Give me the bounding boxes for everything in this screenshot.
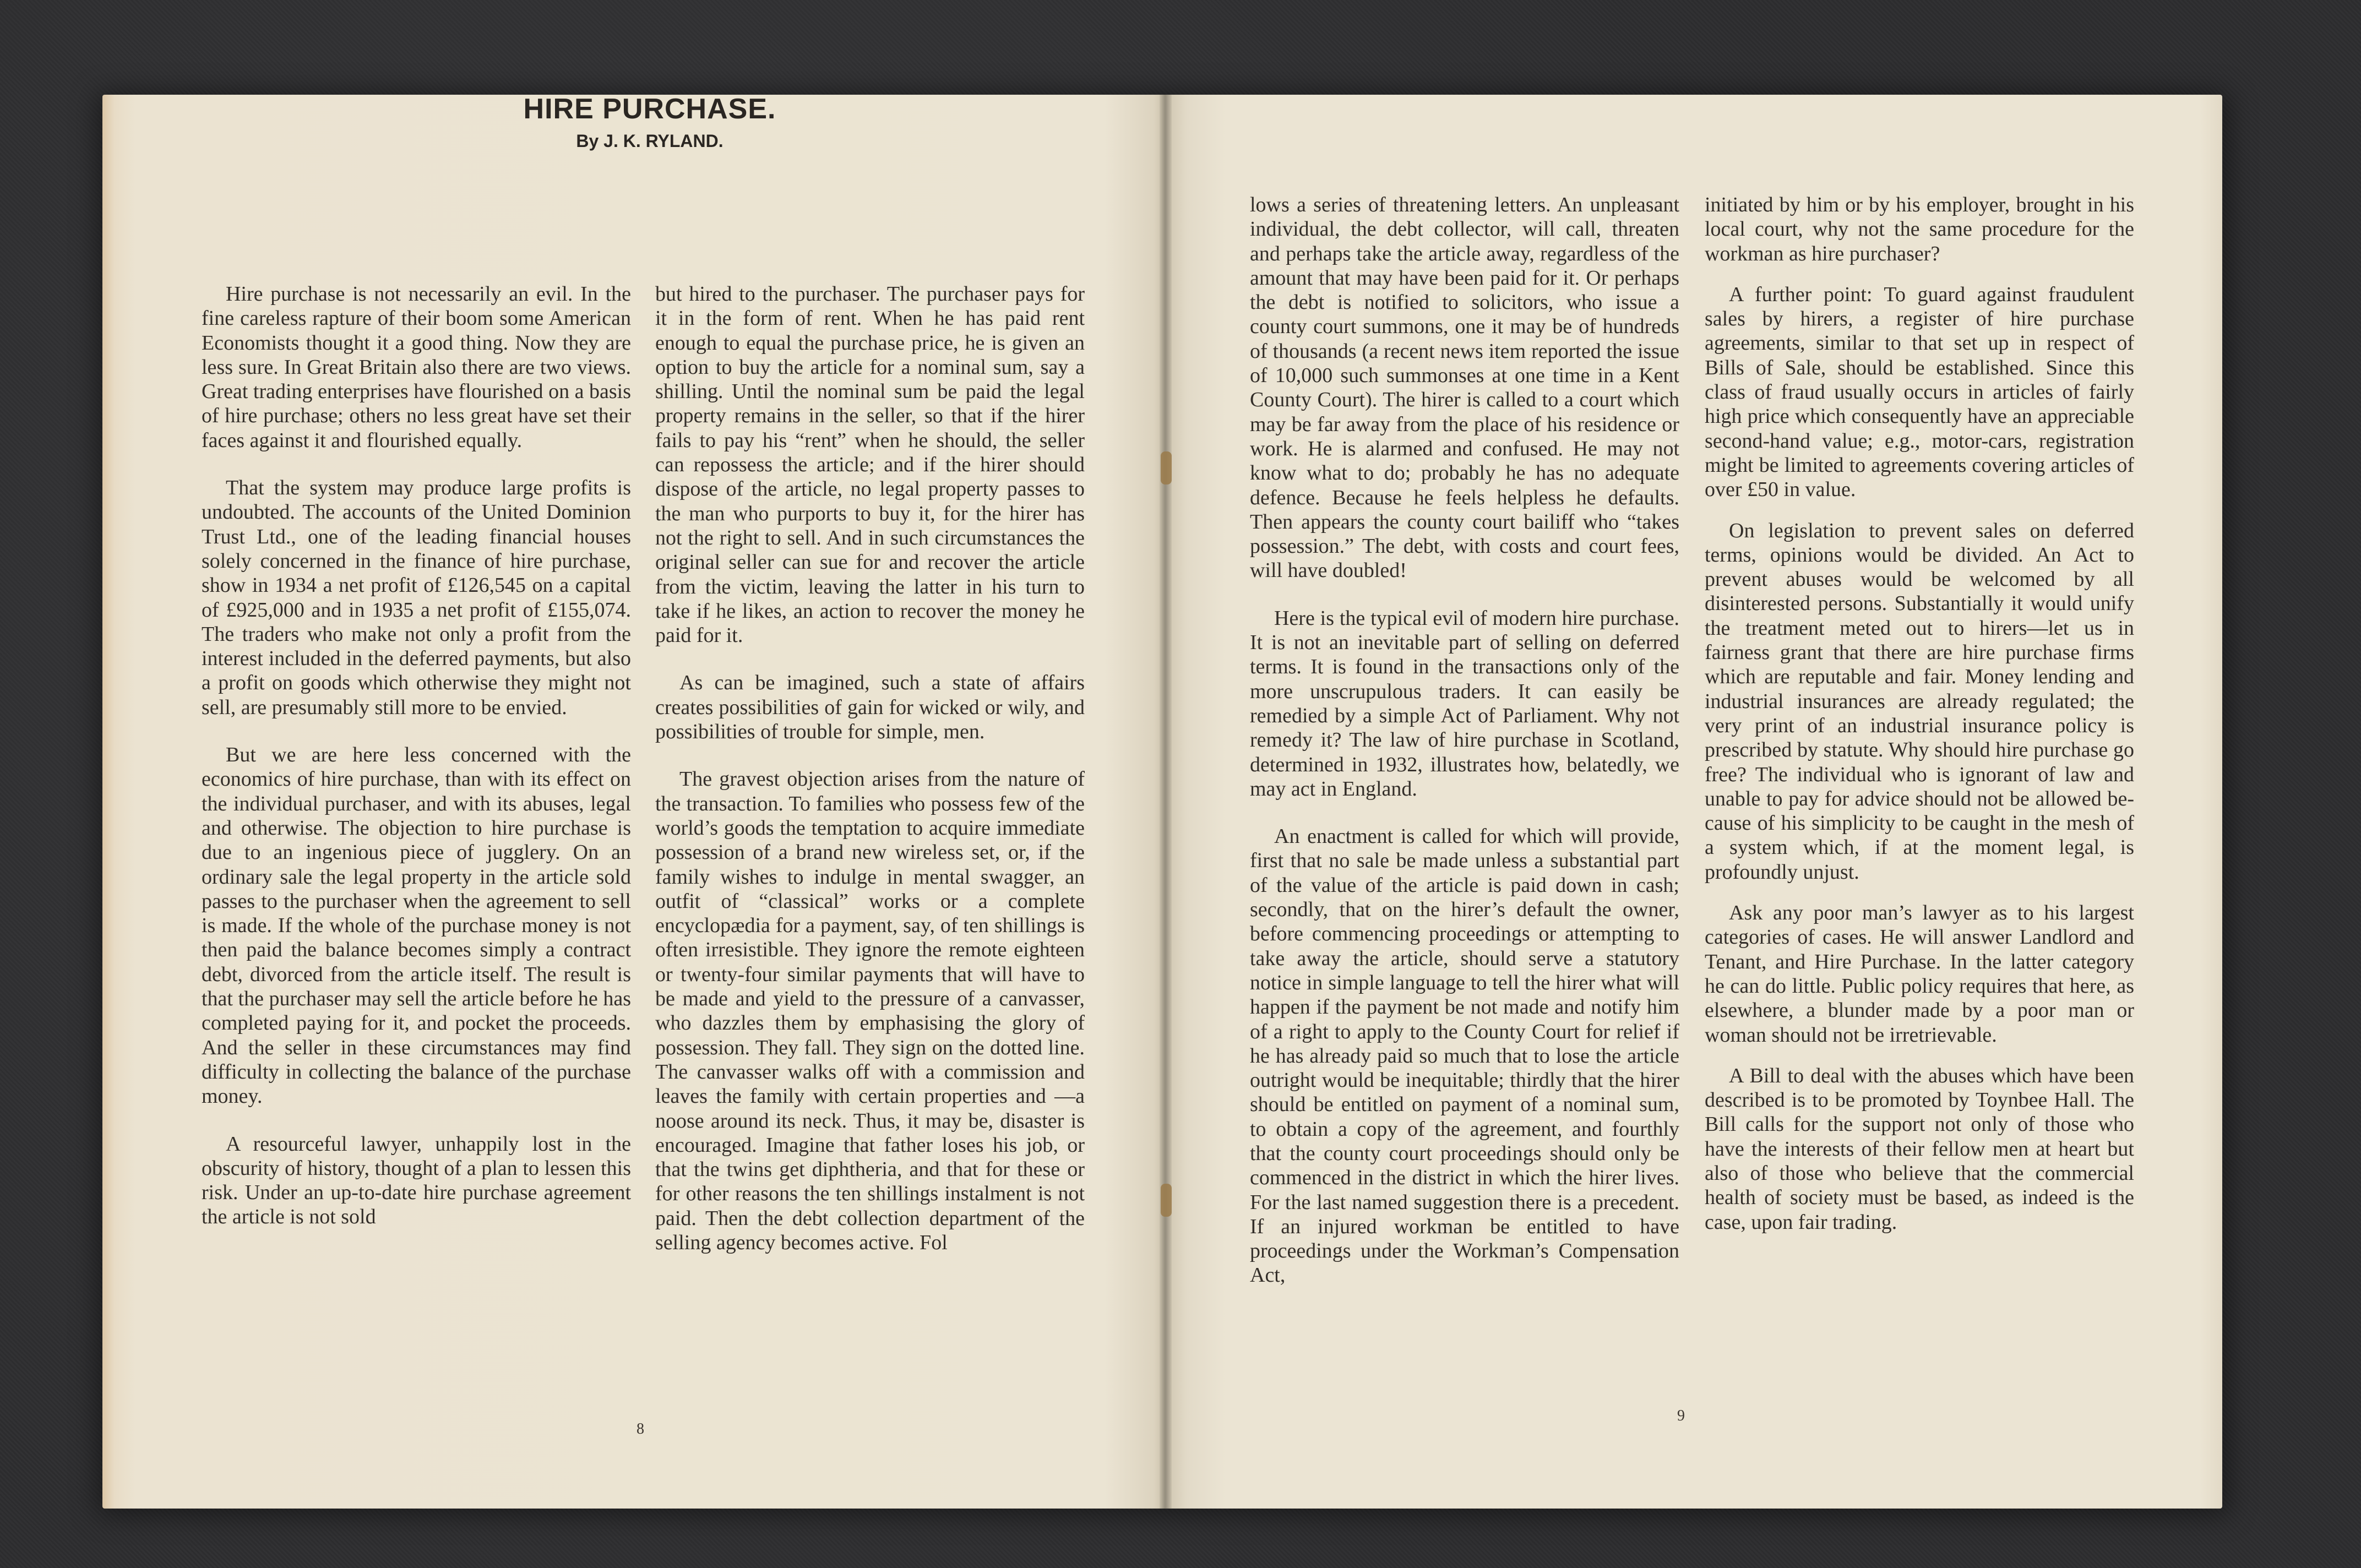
- paragraph: A further point: To guard against fraudulent sales by hirers, a register of hire purchase agreements, similar to that set up in respect of Bills of Sale, should be established. Since this class of fraud usually occurs in articles of fairly high price which consequently have an appreciable second-hand value; e.g., motor-cars, registration might be limited to agreements covering articles of over £50 in value.: [1705, 282, 2134, 502]
- page-number-right: 9: [1677, 1407, 1685, 1424]
- center-gutter: [1160, 95, 1172, 1509]
- paragraph: That the system may produce large profits is undoubted. The accounts of the United Dominion Trust Ltd., one of the leading financial houses solely concerned in the finance of hire purchase, show in 1934 a net profit of £126,545 on a capital of £925,000 and in 1935 a net profit of £155,074. The traders who make not only a profit from the interest included in the deferred payments, but also a profit on goods which otherwise they might not sell, are presumably still more to be envied.: [202, 476, 631, 719]
- right-page-column-2: [1705, 193, 2134, 1234]
- staple-top: [1161, 451, 1172, 484]
- left-page-column-1: [202, 282, 631, 1229]
- right-page-column-1: [1250, 193, 1679, 1288]
- paragraph: Ask any poor man’s lawyer as to his largest categories of cases. He will answer Landlord and Tenant, and Hire Purchase. In the latter category he can do little. Public policy requires that here, as elsewhere, a blunder made by a poor man or woman should not be irretrievable.: [1705, 901, 2134, 1047]
- article-header: [440, 91, 859, 152]
- paragraph: An enactment is called for which will provide, first that no sale be made unless a substantial part of the value of the article is paid down in cash; secondly, that on the hirer’s default the owner, before commencing proceedings or attempting to take away the article, should serve a statutory notice in simple language to tell the hirer what will happen if the payment be not made and notify him of a right to apply to the County Court for relief if he has already paid so much that to lose the article outright would be inequitable; thirdly that the hirer should be entitled on payment of a nominal sum, to obtain a copy of the agreement, and fourthly that the county court proceedings should only be commenced in the district in which the hirer lives. For the last named suggestion there is a precedent. If an injured workman be entitled to have proceedings under the Workman’s Compensation Act,: [1250, 825, 1679, 1287]
- page-number-left: 8: [637, 1420, 644, 1438]
- paragraph: Here is the typical evil of modern hire purchase. It is not an inevitable part of selling on deferred terms. It is found in the transactions only of the more unscrupulous traders. It can easily be remedied by a simple Act of Parliament. Why not remedy it? The law of hire purchase in Scotland, determined in 1932, illustrates how, belatedly, we may act in England.: [1250, 606, 1679, 801]
- paragraph: On legislation to prevent sales on deferred terms, opinions would be divided. An Act to prevent abuses would be welcomed by all disinterested persons. Substantially it would unify the treatment meted out to hirers—let us in fairness grant that there are hire purchase firms which are reputable and fair. Money lending and industrial insurances are already regulated; the very print of an industrial insurance policy is prescribed by statute. Why should hire purchase go free? The individual who is ignorant of law and unable to pay for advice should not be allowed because of his simplicity to be caught in the mesh of a system which, if at the moment legal, is profoundly unjust.: [1705, 519, 2134, 884]
- paragraph: lows a series of threatening letters. An unpleasant individual, the debt collector, will call, threaten and perhaps take the article away, regardless of the amount that may have been paid for it. Or perhaps the debt is notified to solicitors, who issue a county court summons, one it may be of hundreds of thousands (a recent news item reported the issue of 10,000 such summonses at one time in a Kent County Court). The hirer is called to a court which may be far away from the place of his residence or work. He is alarmed and confused. He may not know what to do; probably he has no adequate defence. Because he feels helpless he defaults. Then appears the county court bailiff who “takes possession.” The debt, with costs and court fees, will have doubled!: [1250, 193, 1679, 582]
- paragraph: but hired to the purchaser. The purchaser pays for it in the form of rent. When he has paid rent enough to equal the purchase price, he is given an option to buy the article for a nominal sum, say a shilling. Until the nominal sum be paid the legal property remains in the seller, so that if the hirer fails to pay his “rent” when he should, the seller can repossess the article; and if the hirer should dispose of the article, no legal property passes to the man who purports to buy it, for the hirer has not the right to sell. And in such circumstances the original seller can sue for and recover the article from the victim, leaving the latter in his turn to take if he likes, an action to recover the money he paid for it.: [655, 282, 1085, 647]
- staple-bottom: [1161, 1184, 1172, 1217]
- paragraph: A resourceful lawyer, unhappily lost in the obscurity of history, thought of a plan to lessen this risk. Under an up-to-date hire purchase agreement the article is not sold: [202, 1132, 631, 1229]
- paragraph: But we are here less concerned with the economics of hire purchase, than with its effect on the individual purchaser, and with its abuses, legal and otherwise. The objection to hire purchase is due to an ingenious piece of jugglery. On an ordinary sale the legal property in the article sold passes to the purchaser when the agreement to sell is made. If the whole of the purchase money is not then paid the balance becomes simply a contract debt, divorced from the article itself. The result is that the purchaser may sell the article before he has completed paying for it, and pocket the proceeds. And the seller in these circumstances may find difficulty in collecting the balance of the purchase money.: [202, 743, 631, 1108]
- article-byline: By J. K. RYLAND.: [576, 131, 723, 151]
- paragraph: The gravest objection arises from the nature of the transaction. To families who possess few of the world’s goods the temptation to acquire immediate possession of a brand new wireless set, or, if the family wishes to indulge in mental swagger, an outfit of “classical” works or a complete encyclopædia for a payment, say, of ten shillings is often irresistible. They ignore the remote eighteen or twenty-four similar payments that will have to be made and yield to the pressure of a canvasser, who dazzles them by emphasising the glory of possession. They fall. They sign on the dotted line. The canvasser walks off with a commission and leaves the family with certain properties and —a noose around its neck. Thus, it may be, disaster is encouraged. Imagine that father loses his job, or that the twins get diphtheria, and that for these or for other reasons the ten shillings instalment is not paid. Then the debt collection department of the selling agency becomes active. Fol: [655, 767, 1085, 1254]
- article-title: HIRE PURCHASE.: [523, 93, 776, 125]
- paragraph: A Bill to deal with the abuses which have been described is to be promoted by Toynbee Hall. The Bill calls for the support not only of those who have the interests of their fellow men at heart but also of those who believe that the commercial health of society must be based, as indeed is the case, upon fair trading.: [1705, 1064, 2134, 1234]
- paragraph: Hire purchase is not necessarily an evil. In the fine careless rapture of their boom some American Economists thought it a good thing. Now they are less sure. In Great Britain also there are two views. Great trading enterprises have flourished on a basis of hire purchase; others no less great have set their faces against it and flourished equally.: [202, 282, 631, 452]
- paragraph: initiated by him or by his employer, brought in his local court, why not the same procedure for the workman as hire purchaser?: [1705, 193, 2134, 265]
- paragraph: As can be imagined, such a state of affairs creates possibilities of gain for wicked or wily, and possibilities of trouble for simple, men.: [655, 671, 1085, 744]
- left-page-column-2: [655, 282, 1085, 1255]
